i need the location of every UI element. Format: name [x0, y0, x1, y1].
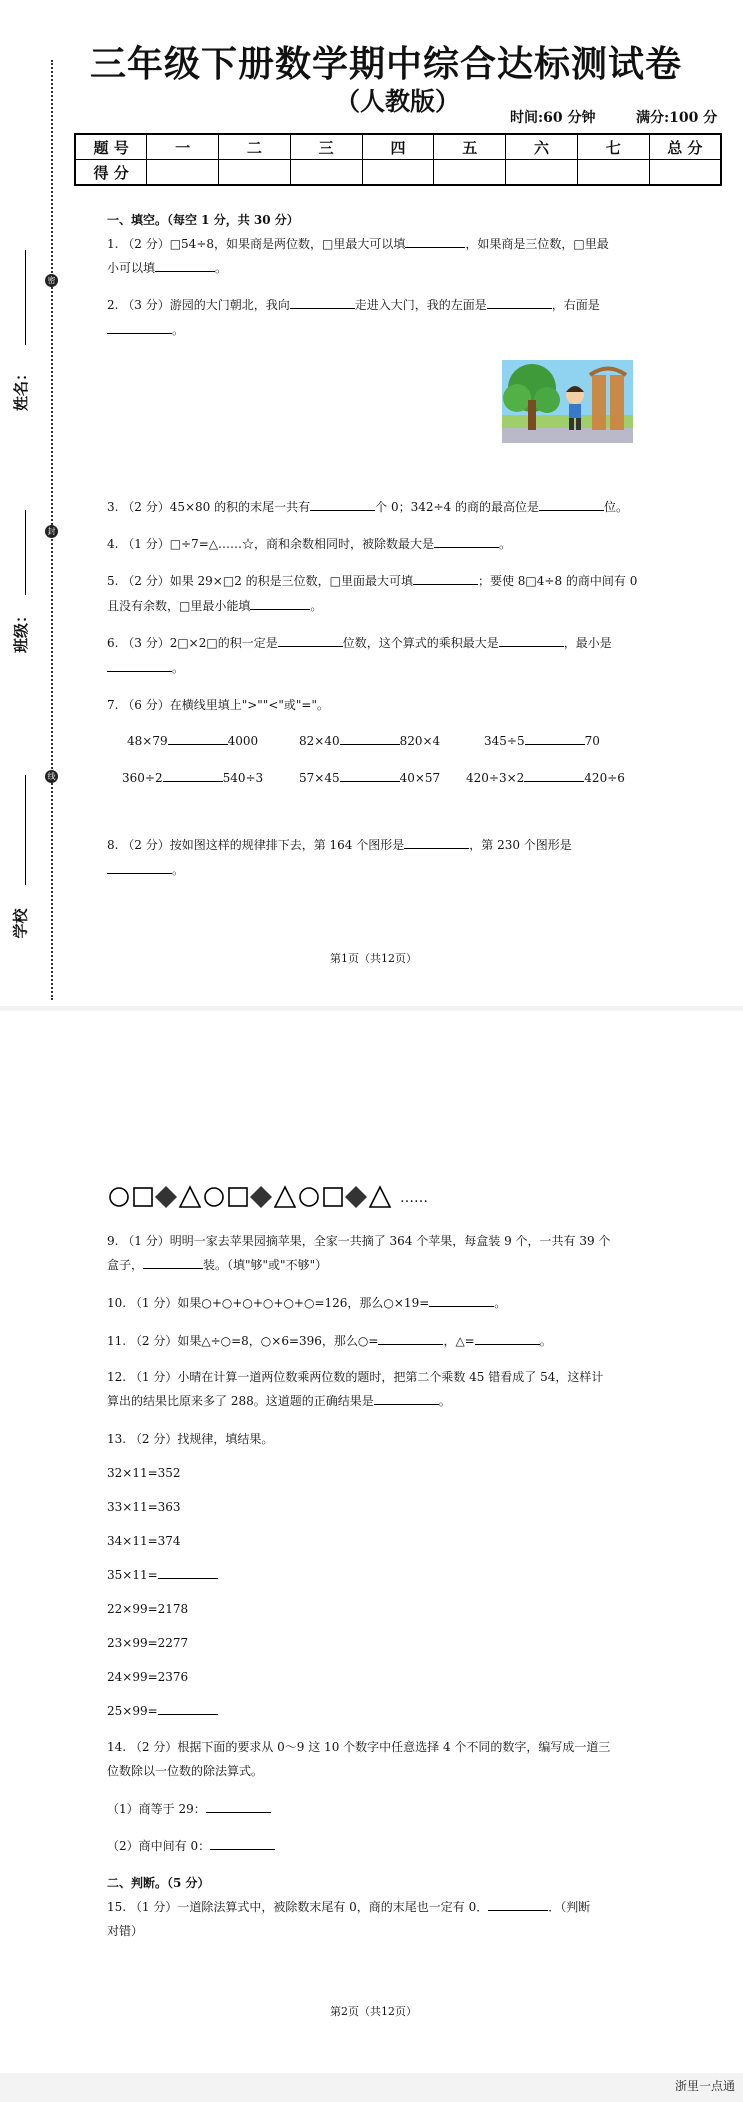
answer-blank[interactable] — [206, 1798, 271, 1813]
answer-blank[interactable] — [107, 657, 172, 672]
compare-item: 360÷2 540÷3 — [122, 766, 263, 790]
park-gate-illustration — [502, 360, 633, 443]
score-cell: 六 — [506, 134, 578, 160]
answer-blank[interactable] — [524, 767, 584, 782]
equation-line: 32×11=352 — [107, 1466, 181, 1480]
question-5: 5. （2 分）如果 29×□2 的积是三位数，□里面最大可填 ；要使 8□4÷8 的商中间有 0 — [107, 569, 637, 593]
diamond-shape — [345, 1186, 367, 1208]
answer-blank[interactable] — [250, 595, 310, 610]
answer-blank[interactable] — [168, 730, 228, 745]
page-2-footer: 第2页（共12页） — [330, 2005, 417, 2018]
exam-subtitle: （人教版） — [335, 87, 461, 116]
equation-line: 22×99=2178 — [107, 1602, 189, 1616]
question-14-cont: 位数除以一位数的除法算式。 — [107, 1764, 264, 1778]
question-1-cont: 小可以填 。 — [107, 256, 227, 280]
score-cell: 七 — [577, 134, 649, 160]
question-11: 11. （2 分）如果△÷○=8，○×6=396，那么○= ，△= 。 — [107, 1329, 552, 1353]
answer-blank[interactable] — [143, 1254, 203, 1269]
question-1: 1. （2 分）□54÷8，如果商是两位数，□里最大可以填 ，如果商是三位数，□里最 — [107, 232, 609, 256]
circle-shape — [300, 1188, 318, 1206]
answer-blank[interactable] — [340, 730, 400, 745]
answer-blank[interactable] — [155, 257, 215, 272]
answer-blank[interactable] — [434, 533, 499, 548]
question-14-part-2: （2）商中间有 0： — [107, 1834, 275, 1858]
question-15: 15. （1 分）一道除法算式中，被除数末尾有 0，商的末尾也一定有 0． ．（判断 — [107, 1895, 590, 1919]
question-2: 2. （3 分）游园的大门朝北，我向 走进入大门，我的左面是 ，右面是 — [107, 293, 600, 317]
equation-line: 24×99=2376 — [107, 1670, 189, 1684]
equation-line: 34×11=374 — [107, 1534, 181, 1548]
name-line — [25, 250, 26, 345]
question-6: 6. （3 分）2□×2□的积一定是 位数，这个算式的乘积最大是 ，最小是 — [107, 631, 612, 655]
answer-blank[interactable] — [487, 294, 552, 309]
answer-blank[interactable] — [404, 834, 469, 849]
score-cell: 五 — [434, 134, 506, 160]
shape-pattern — [108, 1185, 448, 1209]
answer-blank[interactable] — [413, 570, 478, 585]
score-table — [74, 133, 722, 186]
school-line — [25, 775, 26, 885]
score-table-header-row — [75, 134, 721, 160]
question-10: 10. （1 分）如果○+○+○+○+○+○=126，那么○×19= 。 — [107, 1291, 506, 1315]
score-table-score-row — [75, 160, 721, 186]
question-4: 4. （1 分）□÷7=△……☆，商和余数相同时，被除数最大是 。 — [107, 532, 511, 556]
answer-blank[interactable] — [374, 1390, 439, 1405]
answer-blank[interactable] — [429, 1292, 494, 1307]
equation-line: 33×11=363 — [107, 1500, 181, 1514]
answer-blank[interactable] — [525, 730, 585, 745]
question-12-cont: 算出的结果比原来多了 288。这道题的正确结果是 。 — [107, 1389, 451, 1413]
answer-blank[interactable] — [158, 1564, 218, 1579]
answer-blank[interactable] — [475, 1330, 540, 1345]
question-5-cont: 且没有余数，□里最小能填 。 — [107, 594, 322, 618]
answer-blank[interactable] — [210, 1835, 275, 1850]
question-8: 8. （2 分）按如图这样的规律排下去，第 164 个图形是 ，第 230 个图形是 — [107, 833, 572, 857]
score-cell: 三 — [290, 134, 362, 160]
circle-shape — [205, 1188, 223, 1206]
score-cell: 四 — [362, 134, 434, 160]
seal-mark-xian: 线 — [45, 770, 58, 783]
circle-shape — [110, 1188, 128, 1206]
section-2-heading: 二、判断。（5 分） — [107, 1876, 210, 1890]
score-cell: 一 — [147, 134, 219, 160]
question-14-part-1: （1）商等于 29： — [107, 1797, 271, 1821]
square-shape — [229, 1188, 247, 1206]
exam-title: 三年级下册数学期中综合达标测试卷 — [90, 44, 683, 85]
name-label: 姓名： — [12, 365, 31, 412]
answer-blank[interactable] — [290, 294, 355, 309]
answer-blank[interactable] — [378, 1330, 443, 1345]
triangle-shape — [275, 1187, 295, 1207]
answer-blank[interactable] — [107, 859, 172, 874]
school-label: 学校 — [11, 908, 30, 939]
answer-blank[interactable] — [340, 767, 400, 782]
question-9-cont: 盒子， 装。（填"够"或"不够"） — [107, 1253, 327, 1277]
question-3: 3. （2 分）45×80 的积的末尾一共有 个 0；342÷4 的商的最高位是 位。 — [107, 495, 628, 519]
square-shape — [134, 1188, 152, 1206]
exam-time: 时间:60 分钟 — [510, 110, 596, 126]
shape-pattern-ellipsis: …… — [400, 1190, 428, 1206]
section-1-heading: 一、填空。（每空 1 分，共 30 分） — [107, 213, 299, 227]
answer-blank[interactable] — [488, 1896, 548, 1911]
seal-mark-mi: 密 — [45, 274, 58, 287]
seal-mark-feng: 封 — [45, 525, 58, 538]
question-12: 12. （1 分）小晴在计算一道两位数乘两位数的题时，把第二个乘数 45 错看成了 54，这样计 — [107, 1370, 604, 1384]
question-15-cont: 对错） — [107, 1924, 144, 1938]
score-cell: 得 分 — [75, 160, 147, 186]
class-label: 班级： — [12, 607, 31, 654]
triangle-shape — [370, 1187, 390, 1207]
question-7: 7. （6 分）在横线里填上">""<"或"="。 — [107, 698, 329, 712]
watermark-text: 浙里一点通 — [674, 2079, 735, 2093]
square-shape — [324, 1188, 342, 1206]
equation-line: 23×99=2277 — [107, 1636, 189, 1650]
answer-blank[interactable] — [405, 233, 465, 248]
exam-page-1 — [0, 0, 743, 1006]
compare-item: 57×45 40×57 — [299, 766, 440, 790]
question-14: 14. （2 分）根据下面的要求从 0～9 这 10 个数字中任意选择 4 个不同的数字，编写成一道三 — [107, 1740, 611, 1754]
exam-full-score: 满分:100 分 — [636, 110, 718, 126]
diamond-shape — [250, 1186, 272, 1208]
answer-blank[interactable] — [163, 767, 223, 782]
answer-blank[interactable] — [310, 496, 375, 511]
compare-item: 345÷5 70 — [484, 729, 600, 753]
compare-item: 420÷3×2 420÷6 — [466, 766, 625, 790]
score-cell: 总 分 — [649, 134, 721, 160]
answer-blank[interactable] — [499, 632, 564, 647]
answer-blank[interactable] — [107, 319, 172, 334]
score-cell: 二 — [219, 134, 291, 160]
answer-blank[interactable] — [539, 496, 604, 511]
equation-line: 25×99= — [107, 1699, 218, 1723]
answer-blank[interactable] — [278, 632, 343, 647]
question-6-cont: 。 — [107, 656, 184, 680]
question-2-cont: 。 — [107, 318, 184, 342]
class-line — [25, 510, 26, 595]
question-8-cont: 。 — [107, 858, 184, 882]
triangle-shape — [180, 1187, 200, 1207]
answer-blank[interactable] — [158, 1700, 218, 1715]
diamond-shape — [155, 1186, 177, 1208]
question-9: 9. （1 分）明明一家去苹果园摘苹果，全家一共摘了 364 个苹果，每盒装 9 个，一共有 39 个 — [107, 1234, 611, 1248]
equation-line: 35×11= — [107, 1563, 218, 1587]
question-13: 13. （2 分）找规律，填结果。 — [107, 1432, 274, 1446]
page-1-footer: 第1页（共12页） — [330, 952, 417, 965]
score-cell: 题 号 — [75, 134, 147, 160]
compare-item: 82×40 820×4 — [299, 729, 440, 753]
compare-item: 48×79 4000 — [127, 729, 258, 753]
